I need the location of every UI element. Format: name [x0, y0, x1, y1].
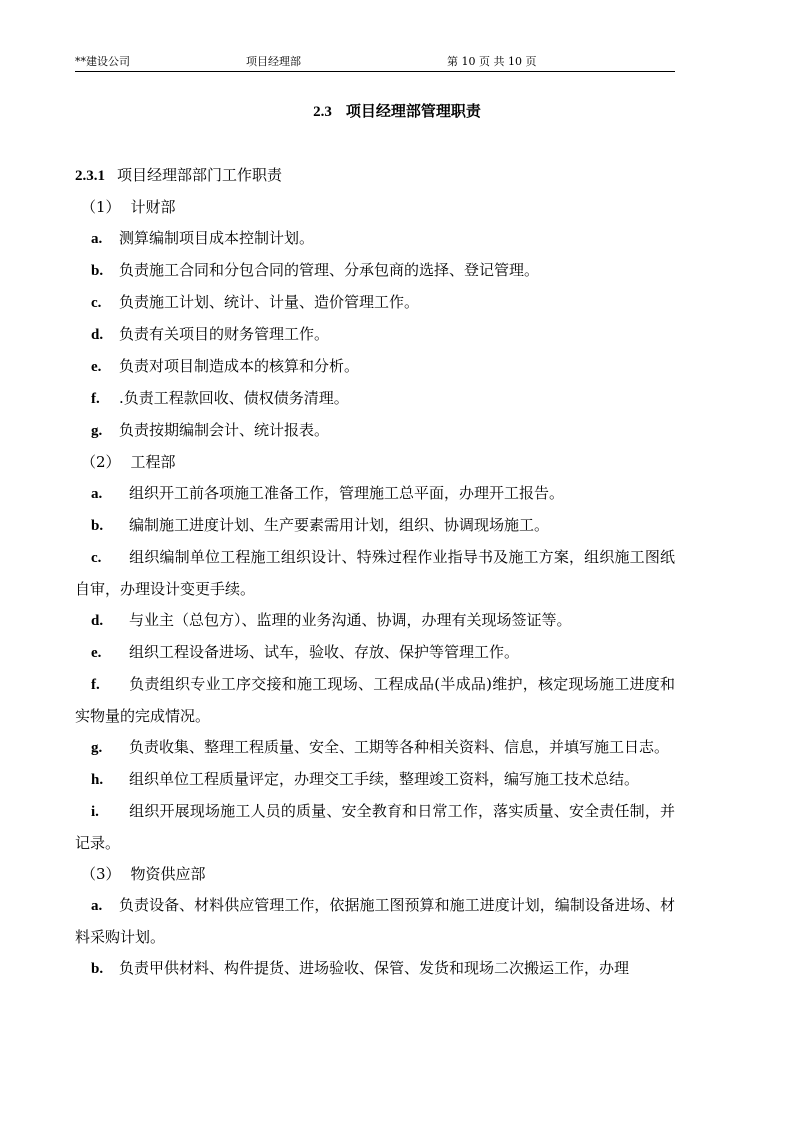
section-heading	[75, 160, 675, 192]
list-item	[75, 890, 675, 953]
header-department: 项目经理部	[246, 55, 301, 68]
item-text: 组织单位工程质量评定，办理交工手续，整理竣工资料，编写施工技术总结。	[129, 770, 640, 788]
item-label: c.	[91, 550, 102, 566]
header-page-info: 第 10 页 共 10 页	[447, 55, 537, 68]
item-label: h.	[91, 772, 104, 788]
item-label: a.	[91, 231, 103, 247]
section-number: 2.3.1	[75, 168, 105, 184]
item-text: 组织工程设备进场、试车，验收、存放、保护等管理工作。	[129, 643, 520, 661]
item-text: 负责收集、整理工程质量、安全、工期等各种相关资料、信息，并填写施工日志。	[129, 738, 670, 756]
item-text: 编制施工进度计划、生产要素需用计划，组织、协调现场施工。	[129, 516, 550, 534]
group-number: （1）	[81, 198, 121, 216]
list-item	[75, 415, 675, 447]
group-name: 计财部	[130, 198, 176, 216]
list-item	[75, 383, 675, 415]
item-label: b.	[91, 263, 104, 279]
item-text: 负责设备、材料供应管理工作，依据施工图预算和施工进度计划，编制设备进场、材料采购计划。	[75, 896, 675, 946]
list-item	[75, 764, 675, 796]
group-heading	[75, 192, 675, 223]
list-item	[75, 669, 675, 732]
item-label: b.	[91, 961, 104, 977]
list-item	[75, 478, 675, 510]
item-label: g.	[91, 423, 103, 439]
item-label: a.	[91, 486, 103, 502]
item-label: f.	[91, 677, 100, 693]
item-label: a.	[91, 898, 103, 914]
group-name: 物资供应部	[130, 865, 206, 883]
item-text: 负责对项目制造成本的核算和分析。	[119, 357, 360, 375]
item-label: e.	[91, 645, 102, 661]
item-text: 负责施工合同和分包合同的管理、分承包商的选择、登记管理。	[119, 261, 540, 279]
list-item	[75, 542, 675, 605]
item-text: 负责施工计划、统计、计量、造价管理工作。	[119, 293, 420, 311]
list-item	[75, 223, 675, 255]
section-text: 项目经理部部门工作职责	[117, 166, 283, 184]
item-text: 组织开工前各项施工准备工作，管理施工总平面，办理开工报告。	[129, 484, 565, 502]
item-text: 组织开展现场施工人员的质量、安全教育和日常工作，落实质量、安全责任制，并记录。	[75, 802, 675, 852]
list-item	[75, 255, 675, 287]
list-item	[75, 351, 675, 383]
item-label: d.	[91, 613, 104, 629]
header-company: **建设公司	[75, 55, 130, 68]
item-label: g.	[91, 740, 103, 756]
item-label: b.	[91, 518, 104, 534]
title-text: 项目经理部管理职责	[345, 102, 481, 120]
document-body	[75, 160, 675, 985]
item-text: 组织编制单位工程施工组织设计、特殊过程作业指导书及施工方案，组织施工图纸自审，办理设计变更手续。	[75, 548, 675, 598]
list-item	[75, 732, 675, 764]
list-item	[75, 637, 675, 669]
page-header	[75, 54, 675, 72]
item-text: 负责有关项目的财务管理工作。	[119, 325, 330, 343]
group-heading	[75, 859, 675, 890]
group-number: （2）	[81, 453, 121, 471]
header-divider	[75, 71, 675, 72]
group-number: （3）	[81, 865, 121, 883]
item-text: 负责按期编制会计、统计报表。	[119, 421, 330, 439]
item-label: d.	[91, 327, 104, 343]
item-label: i.	[91, 804, 99, 820]
list-item	[75, 605, 675, 637]
list-item	[75, 287, 675, 319]
item-text: 与业主（总包方）、监理的业务沟通、协调，办理有关现场签证等。	[129, 611, 572, 629]
list-item	[75, 796, 675, 859]
item-text: 负责甲供材料、构件提货、进场验收、保管、发货和现场二次搬运工作，办理	[119, 959, 630, 977]
item-text: .负责工程款回收、债权债务清理。	[119, 389, 349, 407]
item-label: e.	[91, 359, 102, 375]
item-label: c.	[91, 295, 102, 311]
title-number: 2.3	[313, 104, 332, 120]
item-text: 测算编制项目成本控制计划。	[119, 229, 315, 247]
list-item	[75, 953, 675, 985]
item-text: 负责组织专业工序交接和施工现场、工程成品(半成品)维护，核定现场施工进度和实物量的完成情况。	[75, 675, 675, 725]
list-item	[75, 319, 675, 351]
group-heading	[75, 447, 675, 478]
group-name: 工程部	[130, 453, 176, 471]
list-item	[75, 510, 675, 542]
item-label: f.	[91, 391, 100, 407]
page-title	[0, 100, 794, 123]
